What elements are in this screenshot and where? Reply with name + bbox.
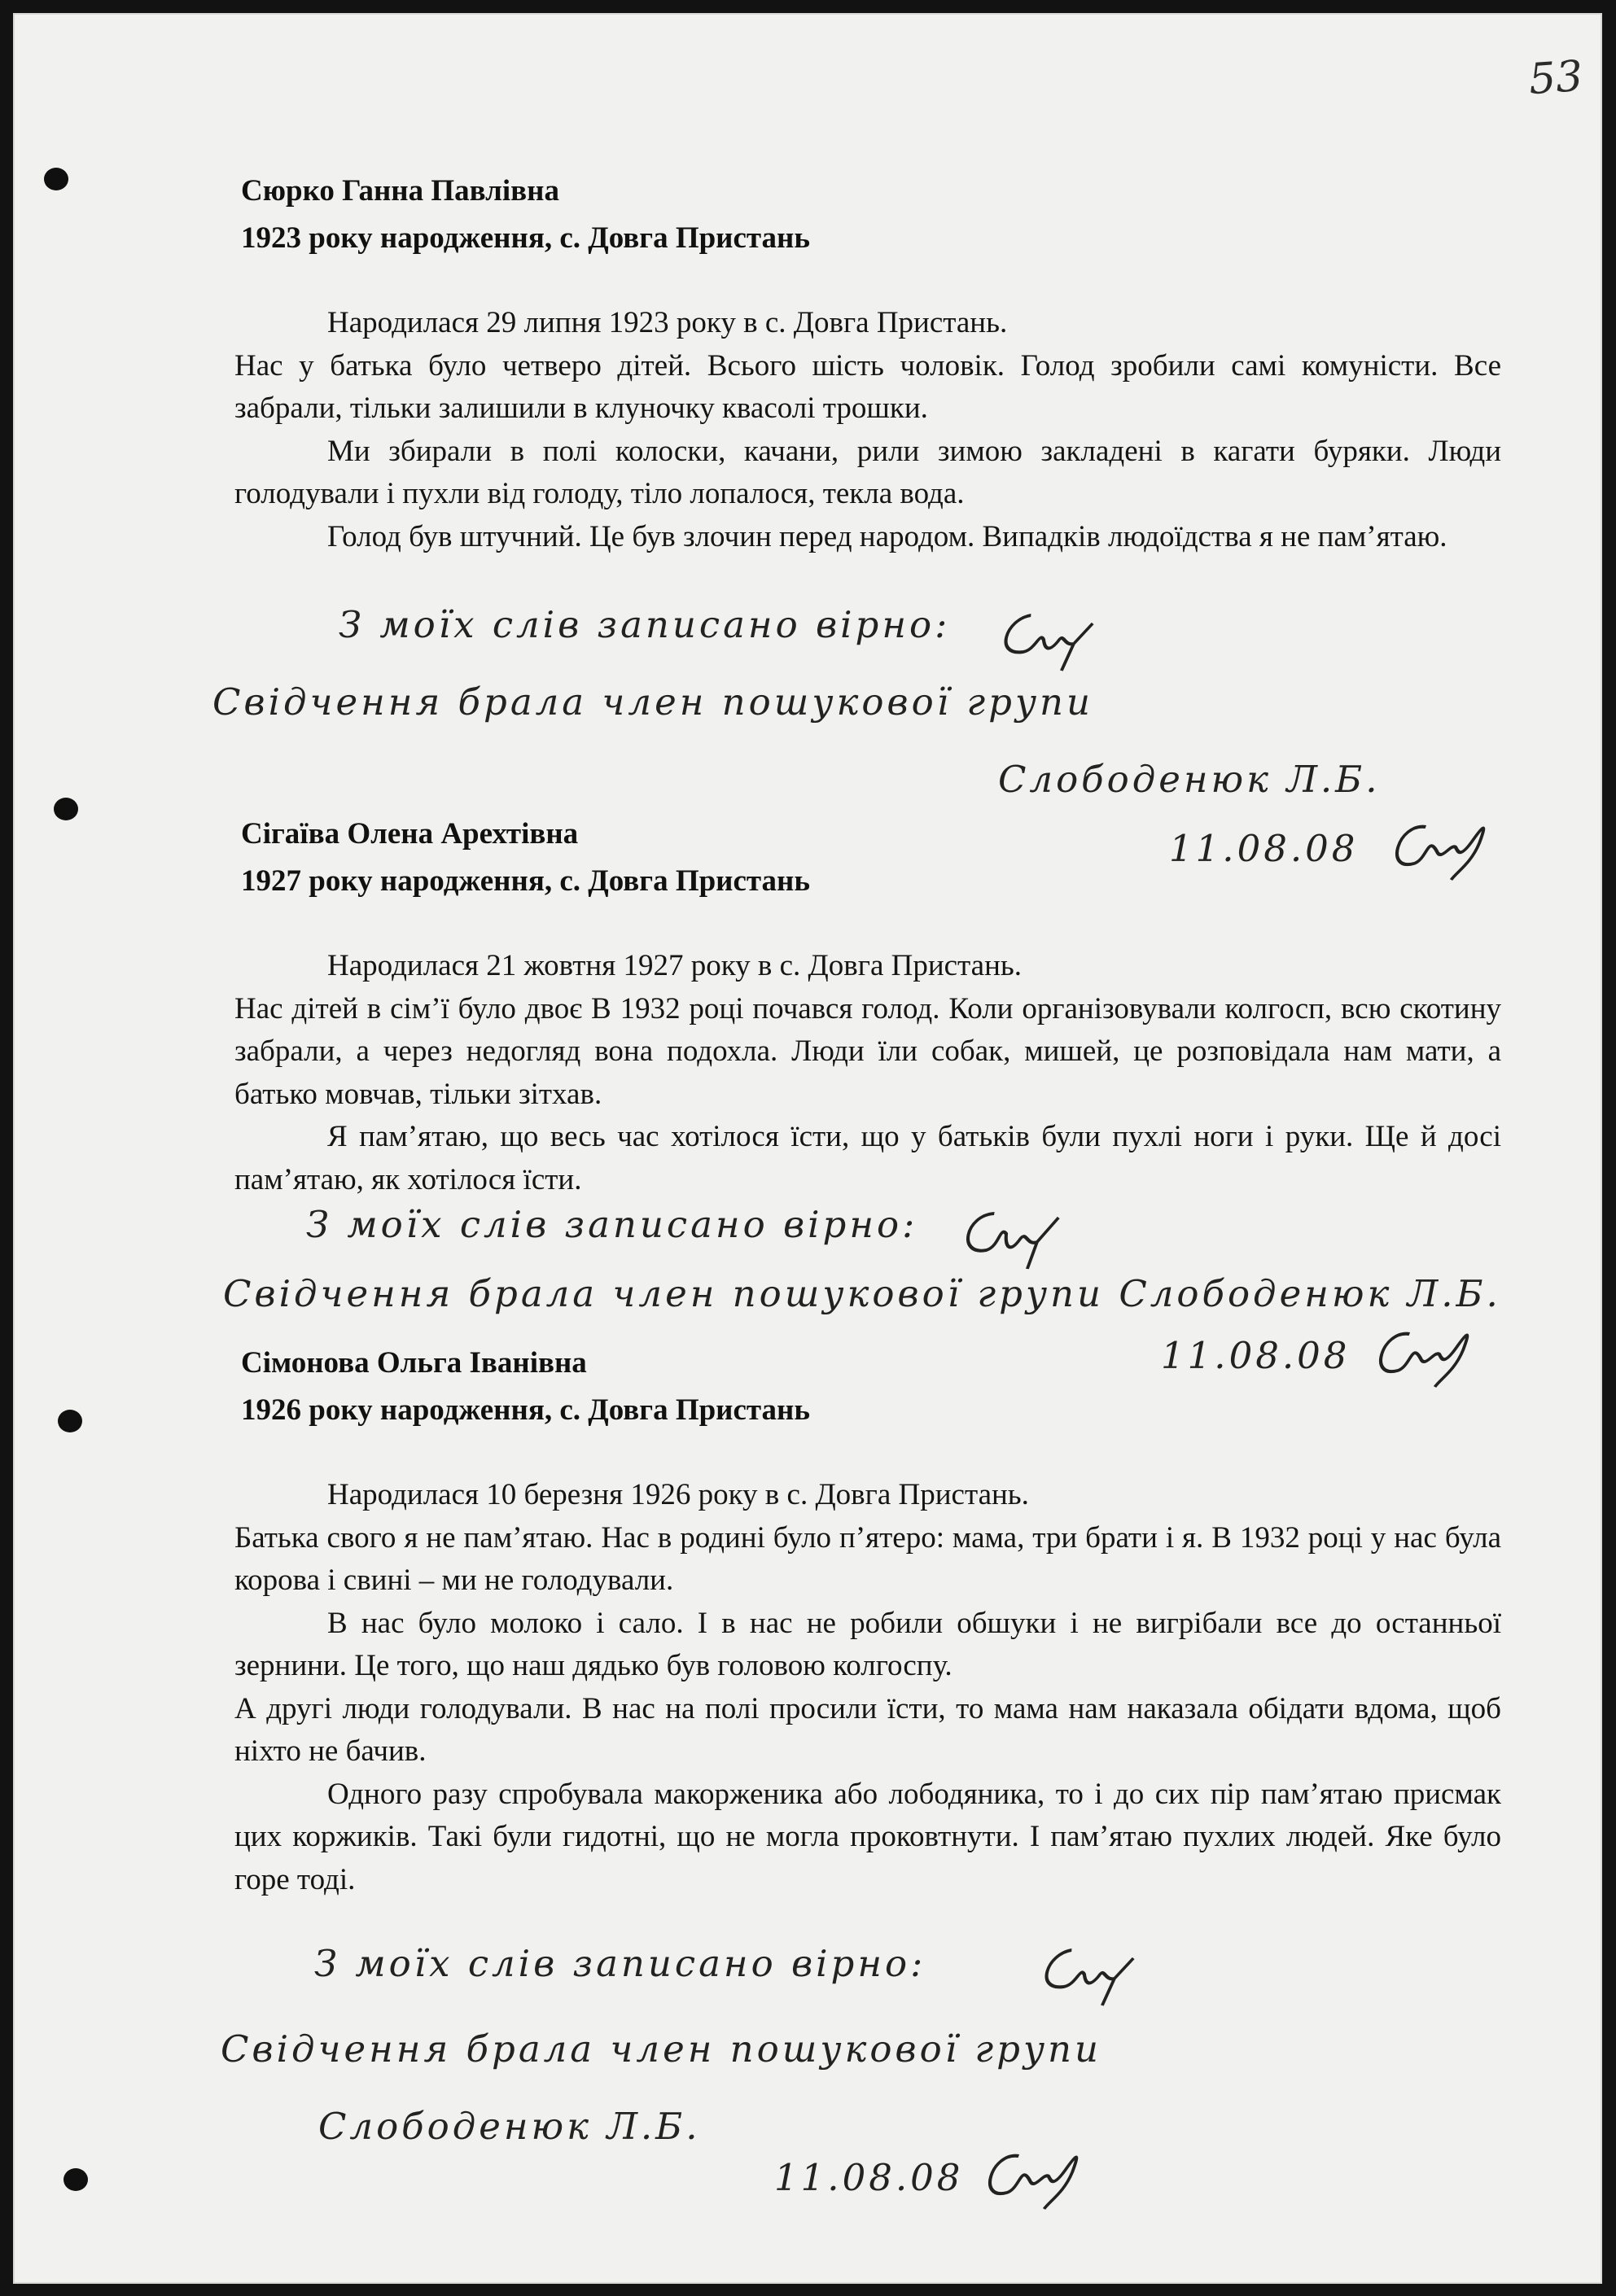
witness-birth: 1923 року народження, с. Довга Пристань <box>241 221 810 255</box>
handwritten-collector: Свідчення брала член пошукової групи <box>212 680 1094 724</box>
punch-hole <box>44 168 68 190</box>
paragraph: Я пам’ятаю, що весь час хотілося їсти, що у батьків були пухлі ноги і руки. Ще й досі пам’ятаю, як хотілося їсти. <box>234 1120 1501 1196</box>
witness-name: Сімонова Ольга Іванівна <box>241 1346 587 1380</box>
handwritten-date: 11.08.08 <box>1169 827 1359 870</box>
paragraph: Батька свого я не пам’ятаю. Нас в родині було п’ятеро: мама, три брати і я. В 1932 році у нас була корова і свині – ми не голодували. <box>234 1520 1501 1597</box>
page-number: 53 <box>1526 51 1585 105</box>
punch-hole <box>54 798 78 820</box>
paragraph: Народилася 10 березня 1926 року в с. Довга Пристань. <box>327 1478 1029 1511</box>
paragraph: Ми збирали в полі колоски, качани, рили зимою закладені в кагати буряки. Люди голодували і пухли від голоду, тіло лопалося, текла вода. <box>234 434 1501 510</box>
testimony-text <box>234 302 1501 558</box>
testimony-text <box>234 945 1501 1201</box>
section-header <box>241 168 1495 262</box>
signature <box>966 2144 1086 2209</box>
punch-hole <box>58 1410 82 1432</box>
paragraph: Нас дітей в сім’ї було двоє В 1932 році почався голод. Коли організовували колгосп, всю скотину забрали, а через недогляд вона подохла. Люди їли собак, мишей, це розповідала нам мати, а батько мовчав, тільки зітхав. <box>234 991 1501 1111</box>
paragraph: В нас було молоко і сало. І в нас не робили обшуки і не вигрібали все до останньої зернини. Це того, що наш дядько був головою колгоспу. <box>234 1606 1501 1682</box>
paragraph: А другі люди голодували. В нас на полі просили їсти, то мама нам наказала обідати вдома, щоб ніхто не бачив. <box>234 1691 1501 1768</box>
witness-birth: 1926 року народження, с. Довга Пристань <box>241 1393 810 1427</box>
paragraph: Народилася 21 жовтня 1927 року в с. Довга Пристань. <box>327 949 1023 982</box>
witness-name: Сігаїва Олена Арехтівна <box>241 817 579 851</box>
testimony-text <box>234 1474 1501 1901</box>
handwritten-date: 11.08.08 <box>774 2156 964 2199</box>
handwritten-collector-name: Слободенюк Л.Б. <box>318 2105 701 2148</box>
signature <box>1029 1942 1147 1999</box>
handwritten-verification: З моїх слів записано вірно: <box>339 603 951 646</box>
paragraph: Одного разу спробувала макорженика або лободяника, то і до сих пір пам’ятаю присмак цих коржиків. Такі були гидотні, що не могла проковтнути. І пам’ятаю пухлих людей. Яке було горе тоді. <box>234 1777 1501 1896</box>
handwritten-verification: З моїх слів записано вірно: <box>314 1942 926 1985</box>
signature <box>952 1205 1078 1262</box>
document-page <box>13 13 1602 2284</box>
handwritten-date: 11.08.08 <box>1161 1334 1351 1377</box>
paragraph: Народилася 29 липня 1923 року в с. Довга Пристань. <box>327 306 1008 339</box>
witness-birth: 1927 року народження, с. Довга Пристань <box>241 864 810 898</box>
handwritten-verification: З моїх слів записано вірно: <box>306 1203 918 1246</box>
section-header <box>241 1340 1495 1434</box>
paragraph: Нас у батька було четверо дітей. Всього шість чоловік. Голод зробили самі комуністи. Все забрали, тільки залишили в клуночку квасолі трошки. <box>234 348 1501 425</box>
paragraph: Голод був штучний. Це був злочин перед народом. Випадків людоїдства я не пам’ятаю. <box>327 519 1447 553</box>
signature <box>988 607 1106 664</box>
punch-hole <box>64 2168 88 2191</box>
witness-name: Сюрко Ганна Павлівна <box>241 174 559 208</box>
handwritten-collector-name: Слободенюк Л.Б. <box>998 758 1381 801</box>
handwritten-collector: Свідчення брала член пошукової групи <box>221 2027 1102 2071</box>
section-header <box>241 811 1495 905</box>
handwritten-collector: Свідчення брала член пошукової групи Слободенюк Л.Б. <box>223 1272 1501 1315</box>
